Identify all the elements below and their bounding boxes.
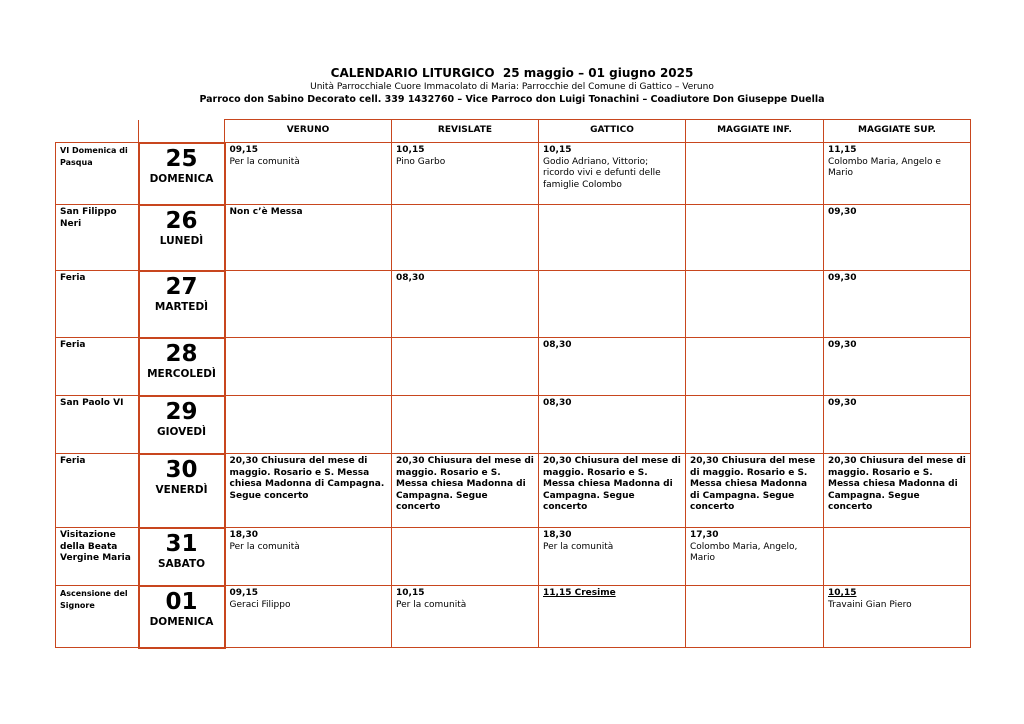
feast-cell: Feria [56, 454, 139, 528]
liturgical-calendar-table [55, 119, 971, 649]
mass-cell-revislate [392, 586, 539, 648]
weekday-name: DOMENICA [149, 172, 214, 185]
mass-time: 09,30 [828, 398, 857, 408]
mass-time: 20,30 Chiusura del mese di maggio. Rosario e S. Messa chiesa Madonna di Campagna. Segue concerto [396, 456, 534, 512]
mass-cell-maggiate-inf [686, 205, 824, 271]
weekday-name: LUNEDÌ [159, 234, 204, 247]
mass-cell-maggiate-sup [824, 271, 971, 338]
day-number: 29 [165, 398, 198, 425]
mass-cell-veruno [225, 143, 392, 205]
table-row [56, 396, 971, 454]
blank-header-cell [56, 120, 139, 143]
mass-time: 18,30 [229, 530, 258, 540]
mass-cell-gattico [539, 338, 686, 396]
blank-header-cell [139, 120, 225, 143]
table-row [56, 271, 971, 338]
feast-cell: San Paolo VI [56, 396, 139, 454]
mass-cell-gattico [539, 528, 686, 586]
feast-cell: VI Domenica di Pasqua [56, 143, 139, 205]
mass-cell-veruno [225, 396, 392, 454]
mass-cell-revislate [392, 528, 539, 586]
mass-cell-maggiate-inf [686, 271, 824, 338]
table-row [56, 205, 971, 271]
day-cell [139, 528, 225, 586]
page-subtitle: Unità Parrocchiale Cuore Immacolato di Maria: Parrocchie del Comune di Gattico – Veruno [310, 82, 714, 92]
mass-cell-maggiate-inf [686, 454, 824, 528]
mass-intention: Per la comunità [229, 156, 300, 167]
weekday-name: MERCOLEDÌ [147, 367, 216, 380]
feast-cell: Feria [56, 338, 139, 396]
mass-cell-gattico [539, 143, 686, 205]
mass-time: 11,15 Cresime [543, 588, 616, 598]
feast-cell: Ascensione del Signore [56, 586, 139, 648]
mass-intention: Colombo Maria, Angelo e Mario [828, 156, 941, 178]
mass-cell-maggiate-sup [824, 338, 971, 396]
mass-time: 08,30 [543, 398, 572, 408]
day-number: 31 [165, 530, 198, 557]
day-cell [139, 205, 225, 271]
mass-intention: Per la comunità [229, 541, 300, 552]
weekday-name: VENERDÌ [155, 483, 208, 496]
day-number: 27 [165, 273, 198, 300]
mass-time: 08,30 [396, 273, 425, 283]
mass-time: 10,15 [828, 588, 857, 598]
mass-cell-gattico [539, 586, 686, 648]
day-cell [139, 271, 225, 338]
day-number: 26 [165, 207, 198, 234]
day-cell [139, 396, 225, 454]
mass-cell-gattico [539, 205, 686, 271]
column-header-revislate: REVISLATE [392, 120, 539, 143]
day-cell [139, 143, 225, 205]
mass-cell-maggiate-inf [686, 338, 824, 396]
column-header-veruno: VERUNO [225, 120, 392, 143]
mass-cell-veruno [225, 338, 392, 396]
day-cell [139, 586, 225, 648]
weekday-name: SABATO [157, 557, 206, 570]
mass-cell-veruno [225, 454, 392, 528]
mass-intention: Per la comunità [396, 599, 467, 610]
clergy-line: Parroco don Sabino Decorato cell. 339 1432760 – Vice Parroco don Luigi Tonachini – Coadiutore Don Giuseppe Duella [199, 94, 825, 105]
mass-cell-maggiate-sup [824, 396, 971, 454]
table-row [56, 143, 971, 205]
feast-cell: Visitazione della Beata Vergine Maria [56, 528, 139, 586]
mass-cell-maggiate-inf [686, 586, 824, 648]
weekday-name: GIOVEDÌ [156, 425, 207, 438]
mass-cell-maggiate-sup [824, 205, 971, 271]
table-row [56, 338, 971, 396]
mass-time: 09,30 [828, 340, 857, 350]
mass-time: 10,15 [543, 145, 572, 155]
mass-cell-revislate [392, 396, 539, 454]
mass-time: 20,30 Chiusura del mese di maggio. Rosario e S. Messa chiesa Madonna di Campagna. Segue concerto [828, 456, 966, 512]
table-row [56, 454, 971, 528]
mass-time: 09,30 [828, 207, 857, 217]
mass-cell-maggiate-sup [824, 586, 971, 648]
mass-intention: Travaini Gian Piero [828, 599, 912, 610]
mass-time: Non c’è Messa [229, 207, 303, 217]
mass-time: 18,30 [543, 530, 572, 540]
mass-time: 10,15 [396, 145, 425, 155]
mass-cell-revislate [392, 205, 539, 271]
mass-intention: Per la comunità [543, 541, 614, 552]
feast-cell: Feria [56, 271, 139, 338]
mass-time: 20,30 Chiusura del mese di maggio. Rosario e S. Messa chiesa Madonna di Campagna. Segue concerto [543, 456, 681, 512]
mass-time: 11,15 [828, 145, 857, 155]
mass-cell-maggiate-inf [686, 396, 824, 454]
weekday-name: DOMENICA [149, 615, 214, 628]
mass-cell-veruno [225, 205, 392, 271]
mass-time: 09,15 [229, 145, 258, 155]
table-row [56, 586, 971, 648]
day-cell [139, 454, 225, 528]
column-header-maggiate-sup: MAGGIATE SUP. [824, 120, 971, 143]
feast-cell: San Filippo Neri [56, 205, 139, 271]
day-cell [139, 338, 225, 396]
header-row [56, 120, 971, 143]
document-header [0, 66, 1024, 106]
mass-time: 20,30 Chiusura del mese di maggio. Rosario e S. Messa chiesa Madonna di Campagna. Segue concerto [229, 456, 385, 501]
mass-cell-veruno [225, 586, 392, 648]
mass-cell-gattico [539, 271, 686, 338]
day-number: 01 [165, 588, 198, 615]
day-number: 30 [165, 456, 198, 483]
mass-cell-gattico [539, 454, 686, 528]
mass-cell-veruno [225, 528, 392, 586]
mass-cell-veruno [225, 271, 392, 338]
day-number: 28 [165, 340, 198, 367]
mass-time: 09,30 [828, 273, 857, 283]
mass-cell-maggiate-inf [686, 528, 824, 586]
day-number: 25 [165, 145, 198, 172]
mass-cell-revislate [392, 338, 539, 396]
column-header-maggiate-inf: MAGGIATE INF. [686, 120, 824, 143]
weekday-name: MARTEDÌ [154, 300, 209, 313]
mass-cell-maggiate-inf [686, 143, 824, 205]
column-header-gattico: GATTICO [539, 120, 686, 143]
mass-time: 10,15 [396, 588, 425, 598]
mass-intention: Colombo Maria, Angelo, Mario [690, 541, 798, 563]
page-title: CALENDARIO LITURGICO 25 maggio – 01 giugno 2025 [330, 66, 694, 80]
mass-cell-maggiate-sup [824, 143, 971, 205]
mass-intention: Geraci Filippo [229, 599, 291, 610]
mass-cell-revislate [392, 271, 539, 338]
mass-intention: Pino Garbo [396, 156, 446, 167]
mass-cell-revislate [392, 454, 539, 528]
mass-cell-revislate [392, 143, 539, 205]
mass-cell-gattico [539, 396, 686, 454]
mass-time: 08,30 [543, 340, 572, 350]
mass-time: 17,30 [690, 530, 719, 540]
table-row [56, 528, 971, 586]
mass-time: 09,15 [229, 588, 258, 598]
mass-intention: Godio Adriano, Vittorio; ricordo vivi e defunti delle famiglie Colombo [543, 156, 661, 190]
mass-cell-maggiate-sup [824, 454, 971, 528]
mass-cell-maggiate-sup [824, 528, 971, 586]
mass-time: 20,30 Chiusura del mese di maggio. Rosario e S. Messa chiesa Madonna di Campagna. Segue concerto [690, 456, 816, 512]
